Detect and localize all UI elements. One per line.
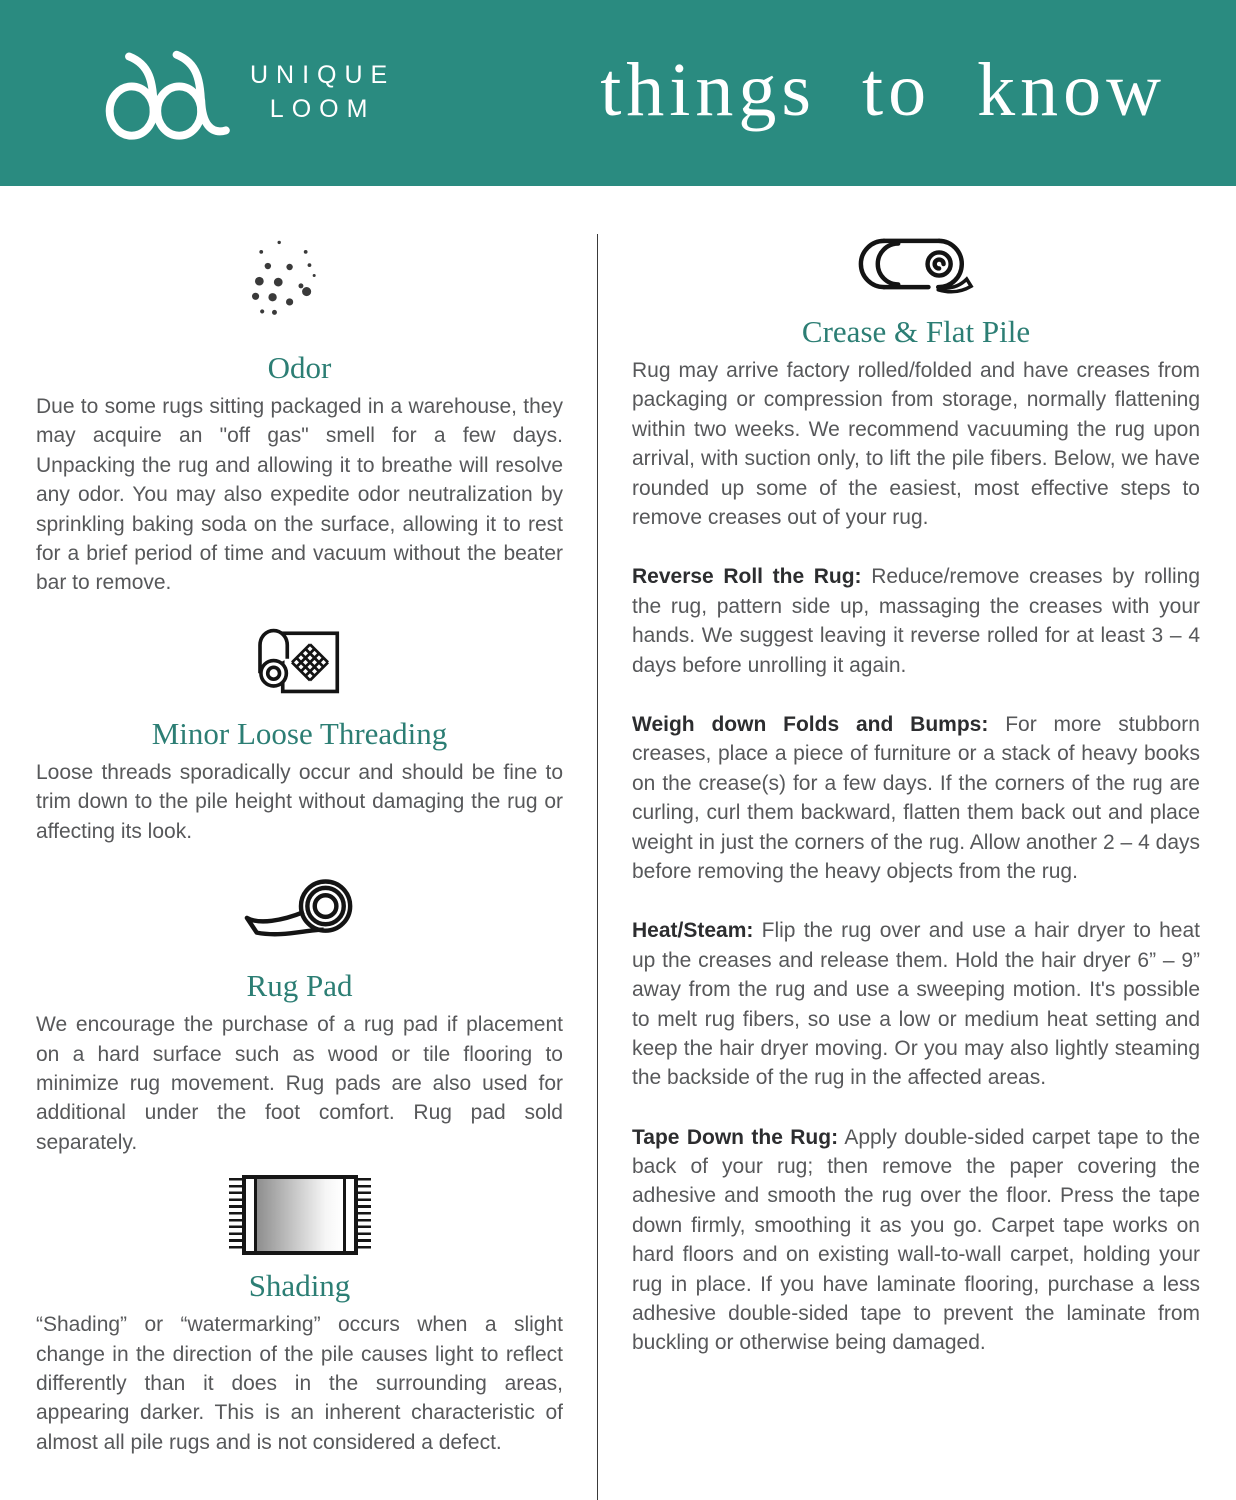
tip-reverse-roll-label: Reverse Roll the Rug: bbox=[632, 565, 862, 589]
shading-heading: Shading bbox=[248, 1268, 351, 1304]
tip-heat-steam-body: Flip the rug over and use a hair dryer to heat up the creases and release them. Hold the hair dryer 6” – 9” away from the rug and use a sweeping motion. It's possible to melt rug fibers, so use a low or medium heat setting and keep the hair dryer moving. Or you may also lightly steaming the backside of the rug in the affected areas. bbox=[632, 919, 1200, 1090]
rolled-rug-spiral-icon bbox=[632, 232, 1200, 301]
brand-line-2: LOOM bbox=[269, 95, 376, 123]
page-title: things to know bbox=[600, 48, 1166, 132]
odor-body: Due to some rugs sitting packaged in a warehouse, they may acquire an "off gas" smell for a few days. Unpacking the rug and allowing it to breathe will resolve any odor. You may also expedite odor neutralization by sprinkling baking soda on the surface, allowing it to rest for a brief period of time and vacuum without the beater bar to remove. bbox=[36, 395, 563, 595]
header-banner bbox=[0, 0, 1236, 186]
left-column bbox=[36, 232, 563, 1500]
tip-tape-down bbox=[632, 1123, 1200, 1358]
tip-heat-steam bbox=[632, 916, 1200, 1092]
brand-line-1: UNIQUE bbox=[250, 61, 396, 90]
right-column bbox=[632, 232, 1200, 1500]
rug-body bbox=[242, 1175, 358, 1255]
brand-name bbox=[250, 59, 395, 127]
crease-intro: Rug may arrive factory rolled/folded and have creases from packaging or compression from storage, normally flattening within two weeks. We recommend vacuuming the rug upon arrival, with suction only, to lift the pile fibers. Below, we have rounded up some of the easiest, most effective steps to remove creases out of your rug. bbox=[632, 359, 1200, 530]
loose-threading-body: Loose threads sporadically occur and should be fine to trim down to the pile height without damaging the rug or affecting its look. bbox=[36, 760, 563, 843]
tip-reverse-roll-body: Reduce/remove creases by rolling the rug, pattern side up, massaging the creases with your hands. We suggest leaving it reverse rolled for at least 3 – 4 days before unrolling it again. bbox=[632, 565, 1201, 677]
shaded-rug-fringe-icon bbox=[36, 1175, 563, 1255]
rug-fringe-left bbox=[229, 1178, 242, 1252]
section-loose-threading bbox=[36, 614, 563, 846]
rug-pad-body: We encourage the purchase of a rug pad if placement on a hard surface such as wood or tile flooring to minimize rug movement. Rug pads are also used for additional under the foot comfort. Rug pad sold separately. bbox=[36, 1013, 563, 1154]
loose-threading-heading: Minor Loose Threading bbox=[151, 715, 448, 751]
rug-pad-roll-icon bbox=[36, 870, 563, 955]
section-rug-pad bbox=[36, 870, 563, 1157]
rolled-rug-crosshatch-icon bbox=[36, 614, 563, 703]
brand-block bbox=[100, 41, 395, 145]
tip-heat-steam-label: Heat/Steam: bbox=[632, 919, 754, 943]
tip-weigh-down bbox=[632, 710, 1200, 886]
shading-body: “Shading” or “watermarking” occurs when a slight change in the direction of the pile causes light to reflect differently than it does in the surrounding areas, appearing darker. This is an inherent characteristic of almost all pile rugs and is not considered a defect. bbox=[36, 1313, 563, 1454]
section-shading bbox=[36, 1175, 563, 1457]
odor-dots-icon bbox=[36, 236, 563, 337]
odor-heading: Odor bbox=[267, 350, 332, 385]
tip-weigh-down-body: For more stubborn creases, place a piece of furniture or a stack of heavy books on the crease(s) for a few days. If the corners of the rug are curling, curl them backward, flatten them back out and place weight in just the corners of the rug. Allow another 2 – 4 days before removing the heavy objects from the rug. bbox=[632, 713, 1200, 883]
crease-heading: Crease & Flat Pile bbox=[801, 314, 1031, 349]
tip-tape-down-label: Tape Down the Rug: bbox=[632, 1125, 839, 1149]
tip-reverse-roll bbox=[632, 562, 1200, 680]
column-divider bbox=[597, 234, 598, 1500]
content-columns bbox=[0, 186, 1236, 1500]
section-odor bbox=[36, 236, 563, 598]
rug-pad-heading: Rug Pad bbox=[246, 968, 353, 1004]
tip-tape-down-body: Apply double-sided carpet tape to the back of your rug; then remove the paper covering the adhesive and smooth the rug over the floor. Press the tape down firmly, smoothing it as you go. Carpet tape works on hard floors and on existing wall-to-wall carpet, holding your rug in place. If you have laminate flooring, purchase a less adhesive double-sided tape to prevent the laminate from buckling or otherwise being damaged. bbox=[632, 1125, 1200, 1355]
unique-loom-logo-icon bbox=[100, 41, 232, 145]
rug-fringe-right bbox=[358, 1178, 371, 1252]
tip-weigh-down-label: Weigh down Folds and Bumps: bbox=[632, 713, 989, 736]
